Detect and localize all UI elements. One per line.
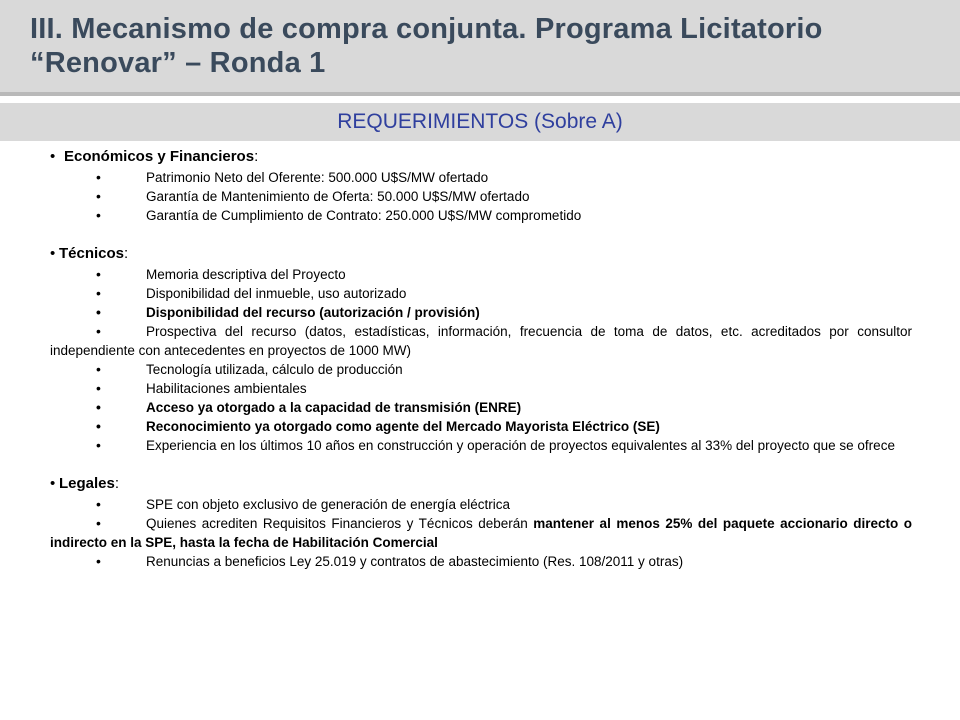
- slide-title: [30, 12, 960, 80]
- list-item: • Garantía de Mantenimiento de Oferta: 50.000 U$S/MW ofertado: [96, 188, 530, 204]
- list-item: • Memoria descriptiva del Proyecto: [96, 266, 346, 282]
- section-heading-economic: • Económicos y Financieros:: [50, 146, 912, 168]
- bullet-icon: •: [96, 188, 101, 204]
- list-item: • Patrimonio Neto del Oferente: 500.000 U$S/MW ofertado: [96, 169, 489, 185]
- technical-list: [50, 265, 912, 455]
- bullet-icon: •: [50, 245, 56, 262]
- requirements-content: [50, 146, 912, 583]
- section-technical: [50, 243, 912, 455]
- list-item: • Quienes acrediten Requisitos Financieros y Técnicos deberán mantener al menos 25% del paquete accionario directo o indirecto en la SPE, hasta la fecha de Habilitación Comercial: [50, 515, 912, 550]
- bullet-icon: •: [96, 169, 101, 185]
- section-economic: [50, 146, 912, 225]
- list-item: • SPE con objeto exclusivo de generación de energía eléctrica: [96, 496, 510, 512]
- subtitle: REQUERIMIENTOS (Sobre A): [337, 110, 623, 133]
- bullet-icon: •: [96, 399, 101, 415]
- title-band: [0, 0, 960, 92]
- title-line-2: “Renovar” – Ronda 1: [30, 47, 326, 79]
- economic-list: [50, 168, 912, 225]
- list-item: • Prospectiva del recurso (datos, estadísticas, información, frecuencia de toma de datos, etc. acreditados por consultor independiente con antecedentes en proyectos de 1000 MW): [50, 323, 912, 358]
- list-item: • Habilitaciones ambientales: [96, 380, 307, 396]
- bullet-icon: •: [96, 380, 101, 396]
- title-divider: [0, 92, 960, 96]
- list-item: • Tecnología utilizada, cálculo de producción: [96, 361, 403, 377]
- bullet-icon: •: [96, 207, 101, 223]
- list-item: • Acceso ya otorgado a la capacidad de transmisión (ENRE): [96, 399, 522, 415]
- list-item: • Disponibilidad del recurso (autorización / provisión): [96, 304, 480, 320]
- bullet-icon: •: [50, 475, 56, 492]
- bullet-icon: •: [96, 496, 101, 512]
- bullet-icon: •: [96, 266, 101, 282]
- bullet-icon: •: [96, 285, 101, 301]
- section-heading-technical: • Técnicos:: [50, 243, 912, 265]
- bullet-icon: •: [96, 418, 101, 434]
- bullet-icon: •: [96, 437, 101, 453]
- list-item: • Garantía de Cumplimiento de Contrato: 250.000 U$S/MW comprometido: [96, 207, 582, 223]
- list-item: • Reconocimiento ya otorgado como agente del Mercado Mayorista Eléctrico (SE): [96, 418, 660, 434]
- legal-list: [50, 495, 912, 571]
- bullet-icon: •: [96, 515, 101, 531]
- bullet-icon: •: [96, 323, 101, 339]
- list-item: • Renuncias a beneficios Ley 25.019 y contratos de abastecimiento (Res. 108/2011 y otras): [96, 553, 684, 569]
- list-item: • Experiencia en los últimos 10 años en construcción y operación de proyectos equivalentes al 33% del proyecto que se ofrece: [96, 437, 895, 453]
- bullet-icon: •: [96, 553, 101, 569]
- section-legal: [50, 473, 912, 571]
- bullet-icon: •: [96, 361, 101, 377]
- subtitle-band: [0, 103, 960, 141]
- section-heading-legal: • Legales:: [50, 473, 912, 495]
- title-line-1: III. Mecanismo de compra conjunta. Programa Licitatorio: [30, 13, 823, 45]
- bullet-icon: •: [96, 304, 101, 320]
- list-item: • Disponibilidad del inmueble, uso autorizado: [96, 285, 407, 301]
- bullet-icon: •: [50, 148, 56, 165]
